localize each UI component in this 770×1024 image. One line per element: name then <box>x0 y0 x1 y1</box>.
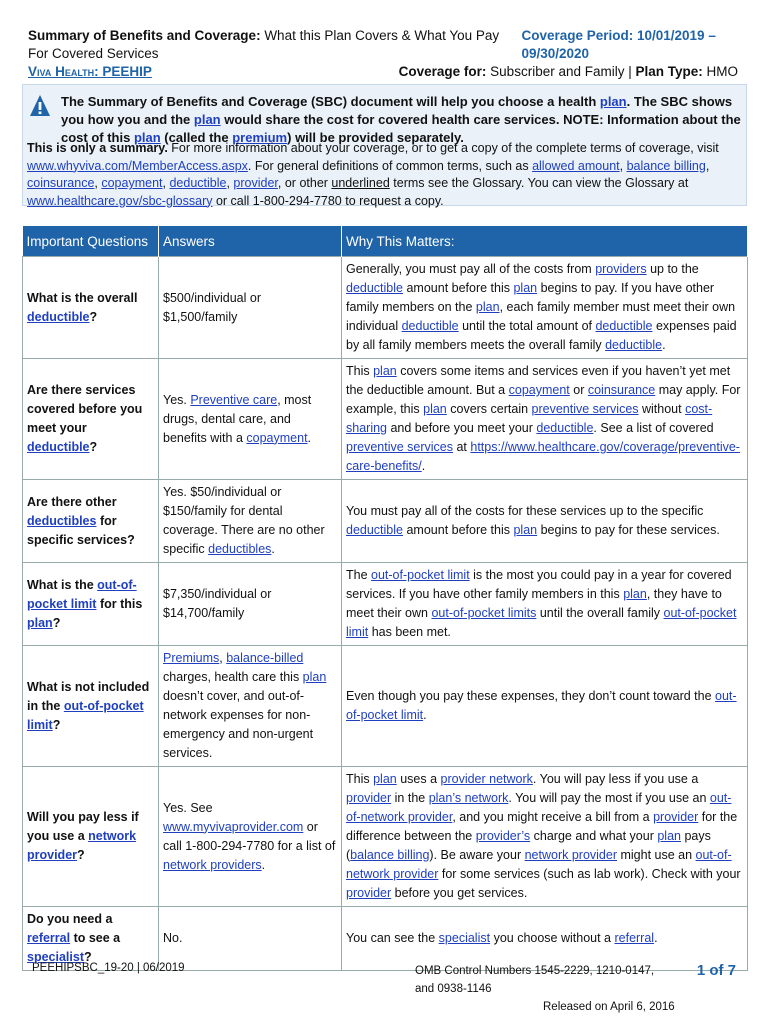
coinsurance-link[interactable]: coinsurance <box>587 383 656 397</box>
sbc-notice-box <box>22 84 747 206</box>
preventive-services-link[interactable]: preventive services <box>346 440 453 454</box>
copayment-link[interactable]: copayment <box>101 176 163 190</box>
plan-name-link[interactable]: Viva Health: PEEHIP <box>28 64 152 79</box>
plan-link[interactable]: plan <box>193 112 221 127</box>
deductible-link[interactable]: deductible <box>169 176 227 190</box>
column-header: Important Questions <box>23 226 159 257</box>
plan-link[interactable]: plan <box>513 523 538 537</box>
answer-cell: Yes. Preventive care, most drugs, dental care, and benefits with a copayment. <box>159 359 342 480</box>
plan-link[interactable]: plan <box>373 772 397 786</box>
out-of-pocket-limit-link[interactable]: out-of-pocket limit <box>27 698 144 732</box>
column-header: Answers <box>159 226 342 257</box>
deductible-link[interactable]: deductible <box>346 281 403 295</box>
why-cell: The out-of-pocket limit is the most you could pay in a year for covered services. If you have other family members in this plan, they have to meet their own out-of-pocket limits until the overall family out-of-pocket limit has been met. <box>342 563 748 646</box>
table-row <box>23 563 748 646</box>
out-of-pocket-limits-link[interactable]: out-of-pocket limits <box>431 606 537 620</box>
deductible-link[interactable]: deductible <box>346 523 403 537</box>
omb-info: OMB Control Numbers 1545-2229, 1210-0147, and 0938-1146 Released on April 6, 2016 <box>415 965 675 1013</box>
cost-sharing-link[interactable]: cost-sharing <box>346 402 713 435</box>
out-of-pocket-limit-link[interactable]: out-of-pocket limit <box>371 568 470 582</box>
question-cell: What is the out-of-pocket limit for this plan? <box>23 563 159 646</box>
deductible-link[interactable]: deductible <box>27 309 90 324</box>
question-cell: Do you need a referral to see a specialist? <box>23 907 159 971</box>
copayment-link[interactable]: copayment <box>246 430 308 445</box>
why-cell: Generally, you must pay all of the costs from providers up to the deductible amount before this plan begins to pay. If you have other family members on the plan, each family member must meet their own individual deductible until the total amount of deductible expenses paid by all family members meets the overall family deductible. <box>342 257 748 359</box>
plan-link[interactable]: plan <box>423 402 447 416</box>
deductible-link[interactable]: deductible <box>536 421 594 435</box>
document-header <box>28 27 738 81</box>
coinsurance-link[interactable]: coinsurance <box>27 176 95 190</box>
deductibles-link[interactable]: deductibles <box>27 513 97 528</box>
out-of-pocket-limit-link[interactable]: out-of-pocket limit <box>27 577 137 611</box>
plan-link[interactable]: plan <box>513 281 538 295</box>
answer-cell: Premiums, balance-billed charges, health care this plan doesn’t cover, and out-of-network expenses for non-emergency and non-urgent services. <box>159 646 342 767</box>
question-cell: Are there services covered before you meet your deductible? <box>23 359 159 480</box>
preventive-care-url[interactable]: https://www.healthcare.gov/coverage/preventive-care-benefits/ <box>346 440 740 473</box>
deductible-link[interactable]: deductible <box>595 319 653 333</box>
specialist-link[interactable]: specialist <box>27 950 84 964</box>
glossary-url[interactable]: www.healthcare.gov/sbc-glossary <box>27 193 213 208</box>
out-of-network-provider-link[interactable]: out-of-network provider <box>346 791 732 824</box>
question-cell: Will you pay less if you use a network provider? <box>23 767 159 907</box>
plans-network-link[interactable]: plan’s network <box>428 791 509 805</box>
deductibles-link[interactable]: deductibles <box>208 542 272 556</box>
table-row <box>23 359 748 480</box>
why-cell: This plan covers some items and services even if you haven’t yet met the deductible amount. But a copayment or coinsurance may apply. For example, this plan covers certain preventive services without cost-sharing and before you meet your deductible. See a list of covered preventive services at https://www.healthcare.gov/coverage/preventive-care-benefits/. <box>342 359 748 480</box>
answer-cell: Yes. See www.myvivaprovider.com or call 1-800-294-7780 for a list of network providers. <box>159 767 342 907</box>
table-row <box>23 767 748 907</box>
table-row <box>23 646 748 767</box>
summary-title: Summary of Benefits and Coverage: What this Plan Covers & What You Pay For Covered Services <box>28 28 500 61</box>
plan-link[interactable]: plan <box>657 829 681 843</box>
important-questions-table <box>22 226 748 971</box>
referral-link[interactable]: referral <box>614 931 655 945</box>
out-of-pocket-limit-link[interactable]: out-of-pocket limit <box>346 689 737 722</box>
coverage-period: Coverage Period: 10/01/2019 – 09/30/2020 <box>521 28 716 61</box>
specialist-link[interactable]: specialist <box>438 931 491 945</box>
network-providers-link[interactable]: network providers <box>163 857 262 872</box>
page-number: 1 of 7 <box>696 962 736 979</box>
deductible-link[interactable]: deductible <box>27 440 90 454</box>
out-of-pocket-limit-link[interactable]: out-of-pocket limit <box>346 606 737 639</box>
plan-link[interactable]: plan <box>373 364 397 378</box>
providers-link[interactable]: providers <box>595 262 647 276</box>
copayment-link[interactable]: copayment <box>508 383 570 397</box>
provider-network-link[interactable]: provider network <box>440 772 533 786</box>
allowed-amount-link[interactable]: allowed amount <box>532 158 620 173</box>
plan-link[interactable]: plan <box>599 94 627 109</box>
answer-cell: $7,350/individual or $14,700/family <box>159 563 342 646</box>
plan-link[interactable]: plan <box>133 130 161 145</box>
question-cell: What is not included in the out-of-pocket limit? <box>23 646 159 767</box>
notice-details: This is only a summary. For more information about your coverage, or to get a copy of the complete terms of coverage, visit www.whyviva.com/MemberAccess.aspx. For general definitions of common terms, such as allowed amount, balance billing, coinsurance, copayment, deductible, provider, or other underlined terms see the Glossary. You can view the Glossary at www.healthcare.gov/sbc-glossary or call 1-800-294-7780 to request a copy. <box>27 141 719 208</box>
balance-billed-link[interactable]: balance-billed <box>226 651 304 665</box>
deductible-link[interactable]: deductible <box>401 319 459 333</box>
preventive-services-link[interactable]: preventive services <box>531 402 639 416</box>
plan-link[interactable]: plan <box>475 300 500 314</box>
plan-link[interactable]: plan <box>27 615 53 630</box>
preventive-care-link[interactable]: Preventive care <box>190 392 278 407</box>
why-cell: You must pay all of the costs for these services up to the specific deductible amount before this plan begins to pay for these services. <box>342 480 748 563</box>
why-cell: This plan uses a provider network. You will pay less if you use a provider in the plan’s network. You will pay the most if you use an out-of-network provider, and you might receive a bill from a provider for the difference between the provider’s charge and what your plan pays (balance billing). Be aware your network provider might use an out-of-network provider for some services (such as lab work). Check with your provider before you get services. <box>342 767 748 907</box>
notice-intro: The Summary of Benefits and Coverage (SBC) document will help you choose a health plan. The SBC shows you how you and the plan would share the cost for covered health care services. NOTE: Information about the cost of this plan (called the premium) will be provided separately. <box>61 94 741 145</box>
question-cell: Are there other deductibles for specific services? <box>23 480 159 563</box>
answer-cell: $500/individual or $1,500/family <box>159 257 342 359</box>
balance-billing-link[interactable]: balance billing <box>350 848 430 862</box>
plan-link[interactable]: plan <box>623 587 647 601</box>
referral-link[interactable]: referral <box>27 931 71 945</box>
premium-link[interactable]: premium <box>232 130 288 145</box>
provider-link[interactable]: provider <box>346 886 392 900</box>
table-row <box>23 257 748 359</box>
table-header-row <box>23 226 748 257</box>
why-cell: Even though you pay these expenses, they don’t count toward the out-of-pocket limit. <box>342 646 748 767</box>
out-of-network-provider-link[interactable]: out-of-network provider <box>346 848 732 881</box>
providers-link[interactable]: provider’s <box>475 829 531 843</box>
member-access-url[interactable]: www.whyviva.com/MemberAccess.aspx <box>27 158 248 173</box>
provider-link[interactable]: provider <box>233 176 278 190</box>
plan-link[interactable]: plan <box>302 670 327 684</box>
coverage-info: Coverage for: Subscriber and Family | Plan Type: HMO <box>398 64 738 79</box>
network-provider-link[interactable]: network provider <box>27 829 137 862</box>
network-provider-link[interactable]: network provider <box>524 848 617 862</box>
provider-link[interactable]: provider <box>653 810 699 824</box>
deductible-link[interactable]: deductible <box>605 338 663 352</box>
warning-icon <box>29 94 51 118</box>
table-row <box>23 480 748 563</box>
answer-cell: No. <box>159 907 342 971</box>
premiums-link[interactable]: Premiums <box>163 651 220 665</box>
provider-link[interactable]: provider <box>346 791 392 805</box>
myvivaprovider-url[interactable]: www.myvivaprovider.com <box>163 819 304 834</box>
column-header: Why This Matters: <box>342 226 748 257</box>
document-id: PEEHIPSBC_19-20 | 06/2019 <box>32 962 185 974</box>
balance-billing-link[interactable]: balance billing <box>626 158 706 173</box>
table-row <box>23 907 748 971</box>
answer-cell: Yes. $50/individual or $150/family for dental coverage. There are no other specific deductibles. <box>159 480 342 563</box>
question-cell: What is the overall deductible? <box>23 257 159 359</box>
why-cell: You can see the specialist you choose without a referral. <box>342 907 748 971</box>
